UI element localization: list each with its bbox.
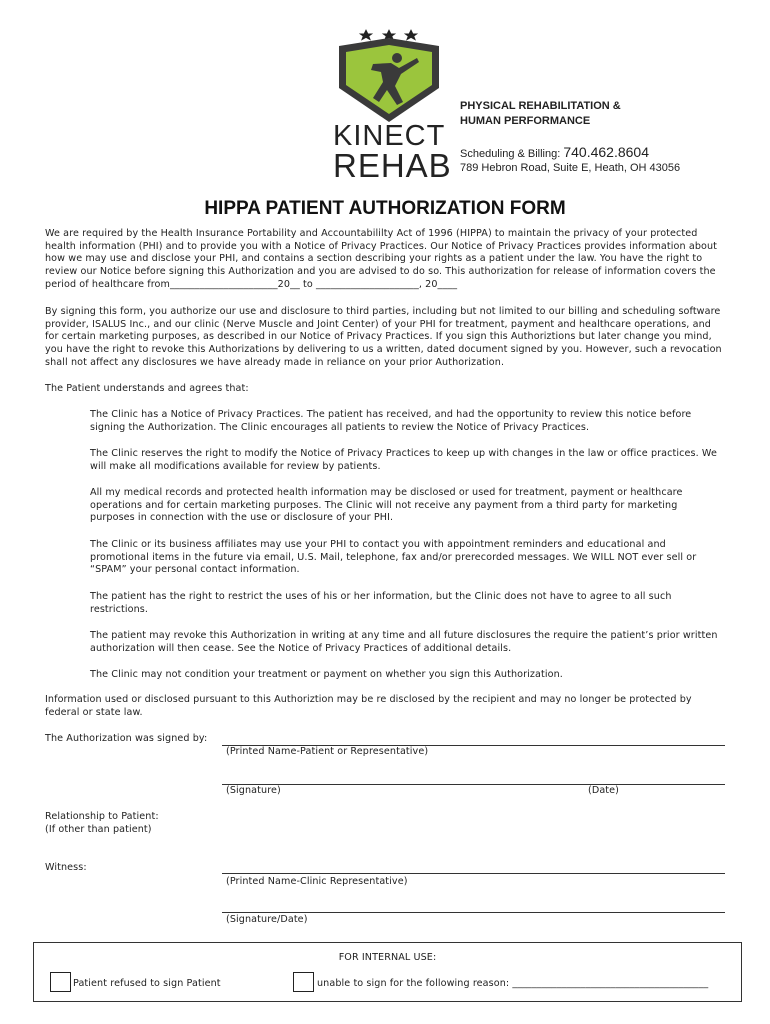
redisclosure-paragraph: Information used or disclosed pursuant to this Authoriztion may be re disclosed by the recipient and may no longer be protected by federal or state law. — [45, 694, 692, 718]
unable-label: unable to sign for the following reason: ________________________________________ — [317, 978, 709, 989]
signature-line[interactable] — [222, 784, 725, 785]
page-title: HIPPA PATIENT AUTHORIZATION FORM — [204, 198, 566, 219]
signature-date-label: (Signature/Date) — [226, 914, 308, 925]
list-item: The Clinic reserves the right to modify the Notice of Privacy Practices to keep up with changes in the law or office practices. We will make all modifications available for review by patients. — [90, 448, 717, 472]
unable-checkbox[interactable] — [293, 972, 314, 992]
signed-by-label: The Authorization was signed by: — [45, 733, 208, 744]
list-item: The Clinic has a Notice of Privacy Practices. The patient has received, and had the opportunity to review this notice before signing the Authorization. The Clinic encourages all patients to review the Notice of Privacy Practices. — [90, 409, 692, 433]
list-item: All my medical records and protected health information may be disclosed or used for treatment, payment or healthcare operations and for certain marketing purposes. The Clinic will not receive any payment from a third party for marketing purposes in connection with the use or disclosure of your PHI. — [90, 487, 683, 524]
intro-paragraph: We are required by the Health Insurance Portability and Accountabililty Act of 1996 (HIPPA) to maintain the privacy of your protected health information (PHI) and to provide you with a Notice of Privacy Practices. Our Notice of Privacy Practices provides information about how we may use and disclose your PHI, and contains a section describing your rights as a patient under the law. You have the right to review our Notice before signing this Authorization and you are advised to do so. This authorization for release of information covers the period of healthcare from______________________20__ to _____________________, 20____ — [45, 228, 718, 290]
address: 789 Hebron Road, Suite E, Heath, OH 43056 — [460, 162, 681, 174]
phone-number: 740.462.8604 — [563, 144, 649, 160]
brand-line1: KINECT — [333, 120, 446, 152]
consent-paragraph: By signing this form, you authorize our use and disclosure to third parties, including but not limited to our billing and scheduling software provider, ISALUS Inc., and our clinic (Nerve Muscle and Joint Center) of your PHI for treatment, payment and healthcare operations, and for certain marketing purposes, as described in our Notice of Privacy Practices. If you sign this Authoriztions but later change you mind, you have the right to revoke this Authorizations by delivering to us a written, dated document signed by you. However, such a revocation shall not affect any disclosures we have already made in reliance on your prior Authorization. — [45, 306, 722, 368]
header-contact — [460, 99, 760, 174]
tagline-line2: HUMAN PERFORMANCE — [460, 115, 591, 127]
printed-name-clinic-line[interactable] — [222, 873, 725, 874]
list-item: The patient may revoke this Authorization in writing at any time and all future disclosures the require the patient’s prior written authorization will then cease. See the Notice of Privacy Practices of additional details. — [90, 630, 718, 654]
list-item: The Clinic or its business affiliates may use your PHI to contact you with appointment reminders and educational and promotional items in the future via email, U.S. Mail, telephone, fax and/or prerecorded messages. We WILL NOT ever sell or “SPAM” your personal contact information. — [90, 539, 697, 576]
scheduling-line — [460, 144, 760, 160]
relationship-sublabel: (If other than patient) — [45, 824, 152, 835]
relationship-label: Relationship to Patient: — [45, 811, 159, 822]
signature-date-line[interactable] — [222, 912, 725, 913]
brand-line2: REHAB — [333, 147, 452, 184]
date-label: (Date) — [588, 785, 620, 796]
list-item: The Clinic may not condition your treatment or payment on whether you sign this Authorization. — [90, 669, 563, 680]
logo-emblem-icon — [333, 28, 445, 123]
signature-label: (Signature) — [226, 785, 281, 796]
witness-label: Witness: — [45, 862, 87, 873]
scheduling-label: Scheduling & Billing: — [460, 148, 561, 160]
agrees-heading: The Patient understands and agrees that: — [45, 383, 249, 394]
kinect-rehab-logo — [333, 28, 452, 188]
internal-use-heading: FOR INTERNAL USE: — [338, 952, 437, 963]
refused-checkbox[interactable] — [50, 972, 71, 992]
internal-use-box — [33, 942, 742, 1002]
list-item: The patient has the right to restrict the uses of his or her information, but the Clinic does not have to agree to all such restrictions. — [90, 591, 672, 615]
printed-name-clinic-label: (Printed Name-Clinic Representative) — [226, 876, 408, 887]
refused-label: Patient refused to sign Patient — [73, 978, 221, 989]
printed-name-patient-label: (Printed Name-Patient or Representative) — [226, 746, 429, 757]
tagline-line1: PHYSICAL REHABILITATION & — [460, 100, 621, 112]
